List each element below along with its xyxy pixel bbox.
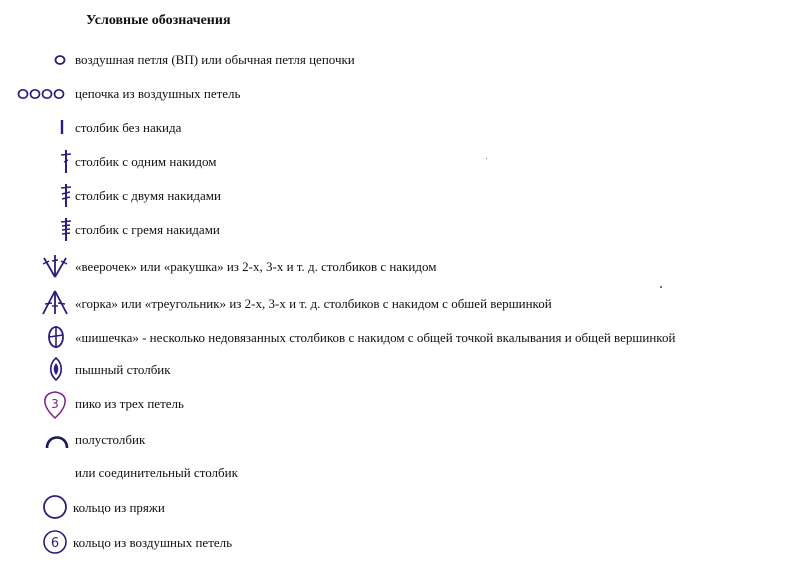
legend-label: кольцо из воздушных петель <box>73 535 233 550</box>
legend-row-bobble <box>0 322 800 352</box>
legend-row-picot <box>0 388 800 418</box>
legend-label: «горка» или «треугольник» из 2-х, 3-х и т. д. столбиков с накидом с обшей вершинкой <box>75 296 552 311</box>
scan-speck <box>660 286 662 288</box>
legend-label: пышный столбик <box>75 362 171 377</box>
legend-label: «веерочек» или «ракушка» из 2-х, 3-х и т. д. столбиков с накидом <box>75 259 437 274</box>
bobble-icon <box>44 322 68 352</box>
chain-row-icon <box>14 78 72 108</box>
legend-label: столбик без накида <box>75 120 182 135</box>
legend-label: цепочка из воздушных петель <box>75 86 241 101</box>
legend-row-double-treble-crochet <box>0 214 800 244</box>
puff-stitch-icon <box>46 354 66 384</box>
legend-row-half-stitch <box>0 424 800 454</box>
legend-row-puff-stitch <box>0 354 800 384</box>
yarn-ring-icon <box>40 492 70 522</box>
legend-label: полустолбик <box>75 432 146 447</box>
picot-number: 3 <box>51 397 59 411</box>
treble-crochet-icon <box>56 180 76 210</box>
legend-row-yarn-ring <box>0 492 800 522</box>
legend-row-chain-row <box>0 78 800 108</box>
scan-speck <box>486 158 487 159</box>
ring-number: 6 <box>50 536 60 551</box>
legend-label: столбик с одним накидом <box>75 154 217 169</box>
legend-row-double-crochet <box>0 146 800 176</box>
chain-stitch-icon <box>50 44 70 74</box>
double-crochet-icon <box>56 146 76 176</box>
legend-row-single-crochet <box>0 112 800 142</box>
legend-label: столбик с двумя накидами <box>75 188 221 203</box>
legend-label: столбик с гремя накидами <box>75 222 220 237</box>
legend-row-cluster-triangle <box>0 288 800 318</box>
legend-row-chain-ring <box>0 527 800 557</box>
legend-label: «шишечка» - несколько недовязанных столбиков с накидом с общей точкой вкалывания и общей вершинкой <box>75 330 676 345</box>
legend-row-fan-shell <box>0 251 800 281</box>
legend-row-chain-stitch <box>0 44 800 74</box>
legend-row-treble-crochet <box>0 180 800 210</box>
cluster-triangle-icon <box>40 288 70 318</box>
legend-label: кольцо из пряжи <box>73 500 165 515</box>
picot-three-icon <box>40 388 70 418</box>
double-treble-crochet-icon <box>56 214 76 244</box>
legend-label: воздушная петля (ВП) или обычная петля цепочки <box>75 52 355 67</box>
legend-label: пико из трех петель <box>75 396 184 411</box>
single-crochet-icon <box>54 112 70 142</box>
slip-stitch-arc-icon <box>44 424 70 454</box>
legend-label: или соединительный столбик <box>75 465 238 480</box>
legend-title: Условные обозначения <box>86 13 231 28</box>
chain-ring-icon <box>40 527 70 557</box>
legend-row-slip-stitch <box>0 457 800 487</box>
fan-shell-icon <box>40 251 70 281</box>
